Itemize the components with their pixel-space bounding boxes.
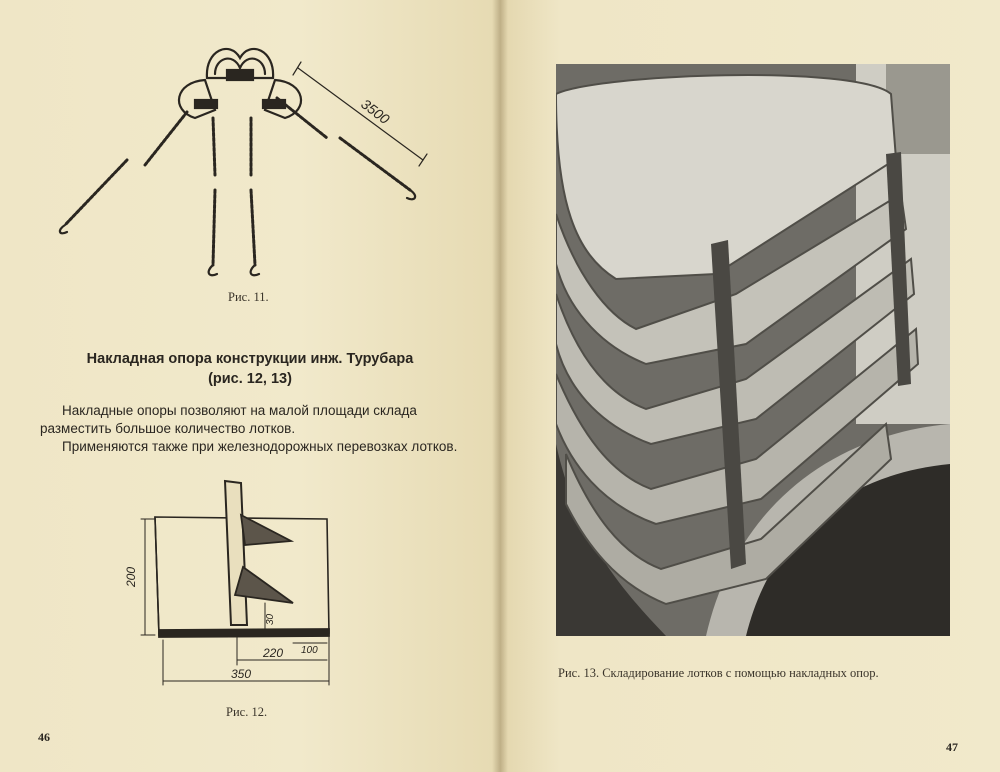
figure-12-support-drawing [115,475,345,690]
book-gutter [492,0,508,772]
figure-13-caption: Рис. 13. Складирование лотков с помощью накладных опор. [558,666,879,680]
figure-11-sling-drawing [55,40,445,290]
page-number-right: 47 [946,740,958,754]
section-heading [40,349,460,389]
dim-220-label: 220 [263,646,284,660]
section-heading-line-2: (рис. 12, 13) [208,371,292,387]
dim-height-label: 200 [124,566,138,587]
page-number-left: 46 [38,730,50,744]
dim-30-label: 30 [265,613,276,625]
paragraph-2: Применяются также при железнодорожных перевозках лотков. [62,439,458,454]
figure-11-dimension-label: 3500 [358,95,393,128]
dim-100-label: 100 [301,645,318,656]
dim-350-label: 350 [231,667,252,681]
paragraph-1: Накладные опоры позволяют на малой площади склада разместить большое количество лотков. [40,403,417,436]
figure-11-caption: Рис. 11. [228,290,269,304]
section-heading-line-1: Накладная опора конструкции инж. Турубара [86,351,414,367]
figure-12-caption: Рис. 12. [226,705,268,719]
figure-13-photograph [556,64,950,636]
body-text [40,402,460,456]
